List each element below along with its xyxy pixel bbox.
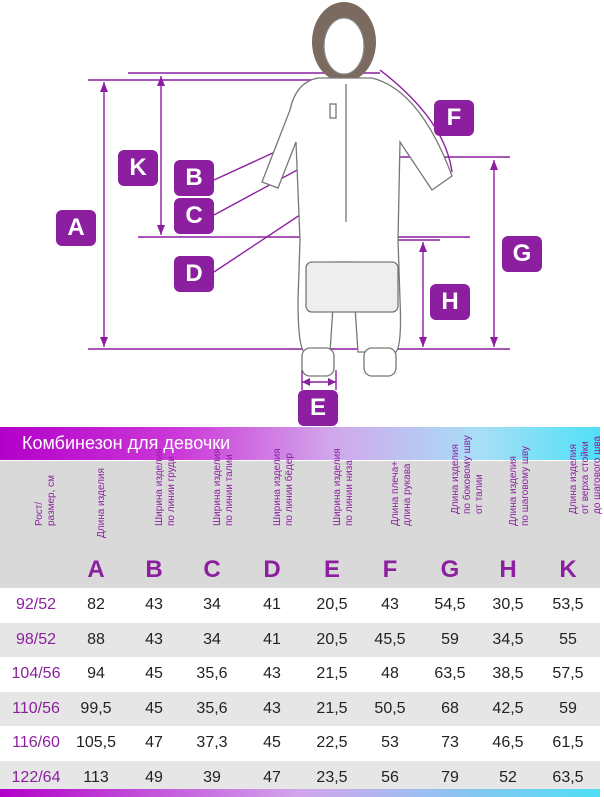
header-size-label: [4, 458, 64, 550]
value-cell: 73: [441, 734, 459, 751]
value-cell: 45: [263, 734, 281, 751]
value-cell: 57,5: [552, 665, 584, 682]
size-cell: 116/60: [12, 734, 60, 751]
header-size-text: Рост/ размер, см: [34, 474, 57, 526]
table-row: [0, 726, 600, 760]
value-cell: 82: [87, 596, 105, 613]
label-D-text: D: [185, 260, 203, 287]
label-K: [118, 150, 158, 186]
header-label-text: Длина изделия от верха стойки до шагового шва: [568, 435, 603, 514]
value-cell: 35,6: [196, 699, 228, 717]
header-letter-d: D: [263, 556, 281, 583]
table-row: [0, 588, 600, 622]
value-cell: 53: [381, 734, 399, 751]
header-label-text: Ширина изделия по линии груди: [154, 448, 177, 526]
value-cell: 41: [263, 630, 281, 648]
value-cell: 47: [145, 734, 163, 751]
header-label-a: [66, 458, 126, 550]
label-A: [56, 210, 96, 246]
header-letter-g: G: [440, 556, 460, 583]
value-cell: 43: [263, 699, 281, 717]
header-label-text: Ширина изделия по линии бёдер: [272, 448, 295, 526]
header-label-text: Длина изделия: [96, 468, 107, 538]
label-G: [502, 236, 542, 272]
value-cell: 45,5: [374, 630, 406, 648]
label-E: [298, 390, 338, 426]
value-cell: 61,5: [552, 734, 584, 751]
value-cell: 21,5: [316, 665, 348, 682]
value-cell: 49: [145, 768, 163, 786]
label-B: [174, 160, 214, 196]
header-label-text: Ширина изделия по линии талии: [212, 448, 235, 526]
value-cell: 45: [145, 699, 163, 717]
size-cell: 98/52: [15, 630, 57, 648]
value-cell: 45: [145, 665, 163, 682]
value-cell: 34: [203, 596, 221, 613]
value-cell: 63,5: [434, 665, 466, 682]
header-label-d: [242, 448, 302, 550]
value-cell: 94: [87, 665, 105, 682]
value-cell: 23,5: [316, 768, 348, 786]
value-cell: 43: [145, 596, 163, 613]
label-C: [174, 198, 214, 234]
value-cell: 41: [263, 596, 281, 613]
size-cell: 110/56: [12, 699, 60, 717]
value-cell: 37,3: [196, 734, 228, 751]
header-label-text: Длина изделия по боковому шву от талии: [450, 435, 485, 514]
value-cell: 21,5: [316, 699, 348, 717]
value-cell: 50,5: [374, 699, 406, 717]
value-cell: 79: [441, 768, 459, 786]
header-label-c: [182, 448, 242, 550]
value-cell: 34: [203, 630, 221, 648]
label-D: [174, 256, 214, 292]
value-cell: 30,5: [492, 596, 524, 613]
header-label-e: [302, 448, 362, 550]
value-cell: 43: [145, 630, 163, 648]
label-E-text: E: [309, 394, 326, 421]
value-cell: 38,5: [492, 665, 524, 682]
value-cell: 63,5: [552, 768, 584, 786]
value-cell: 113: [83, 768, 109, 786]
value-cell: 46,5: [492, 734, 524, 751]
label-H: [430, 284, 470, 320]
label-G-text: G: [512, 240, 532, 267]
bottom-bar: [0, 789, 600, 797]
value-cell: 88: [87, 630, 105, 648]
value-cell: 59: [559, 699, 577, 717]
value-cell: 59: [441, 630, 459, 648]
value-cell: 22,5: [316, 734, 348, 751]
value-cell: 56: [381, 768, 399, 786]
value-cell: 48: [381, 665, 399, 682]
label-K-text: K: [129, 154, 147, 181]
header-label-text: Ширина изделия по линии низа: [332, 448, 355, 526]
header-label-h: [478, 446, 538, 550]
value-cell: 43: [263, 665, 281, 682]
header-label-text: Длина изделия по шаговому шву: [508, 446, 531, 526]
label-H-text: H: [441, 288, 459, 315]
header-letter-e: E: [323, 556, 340, 583]
value-cell: 42,5: [492, 699, 524, 717]
header-letter-k: K: [559, 556, 577, 583]
label-A-text: A: [67, 214, 85, 241]
value-cell: 54,5: [434, 596, 466, 613]
header-letter-h: H: [499, 556, 517, 583]
label-C-text: C: [185, 202, 203, 229]
header-letter-b: B: [145, 556, 163, 583]
value-cell: 55: [559, 630, 577, 648]
header-letter-a: A: [87, 556, 105, 583]
value-cell: 35,6: [196, 665, 228, 682]
label-F-text: F: [446, 104, 462, 131]
value-cell: 34,5: [492, 630, 524, 648]
value-cell: 47: [263, 768, 281, 786]
value-cell: 39: [203, 768, 221, 786]
table-row: [0, 692, 600, 726]
header-label-f: [360, 458, 420, 550]
value-cell: 105,5: [75, 734, 117, 751]
header-label-text: Длина плеча+ длина рукава: [390, 460, 413, 526]
value-cell: 99,5: [80, 699, 112, 717]
label-F: [434, 100, 474, 136]
size-cell: 104/56: [11, 665, 61, 682]
value-cell: 20,5: [316, 630, 348, 648]
value-cell: 20,5: [316, 596, 348, 613]
header-label-k: [538, 435, 603, 550]
header-letter-f: F: [382, 556, 398, 583]
size-cell: 122/64: [11, 768, 61, 786]
header-label-b: [124, 448, 184, 550]
header-letter-c: C: [203, 556, 221, 583]
size-cell: 92/52: [15, 596, 57, 613]
value-cell: 53,5: [552, 596, 584, 613]
label-B-text: B: [185, 164, 203, 191]
value-cell: 43: [381, 596, 399, 613]
banner-title: Комбинезон для девочки: [22, 433, 231, 453]
value-cell: 52: [499, 768, 517, 786]
header-label-g: [420, 435, 485, 550]
table-row: [0, 623, 600, 657]
table-row: [0, 657, 600, 691]
value-cell: 68: [441, 699, 459, 717]
